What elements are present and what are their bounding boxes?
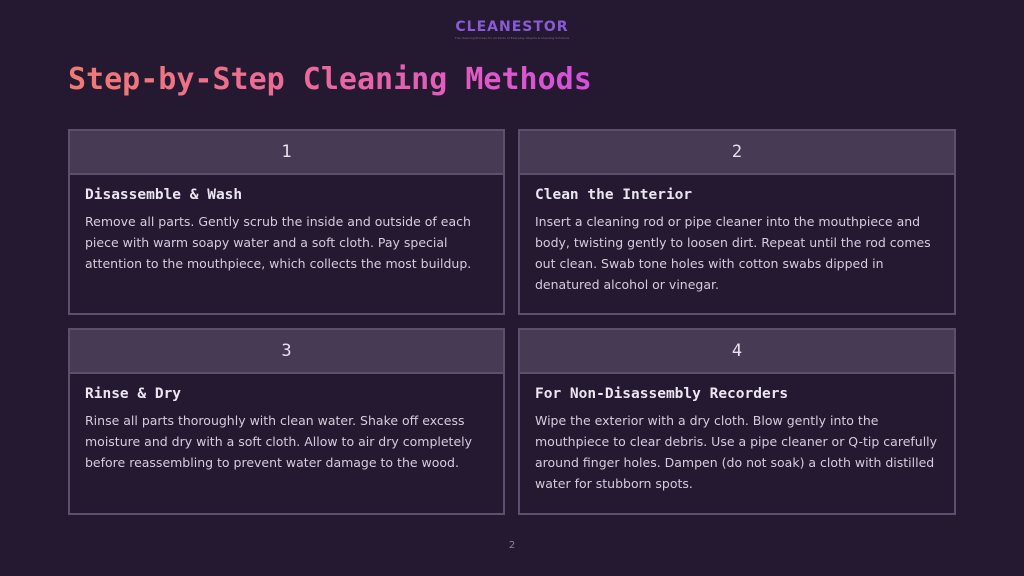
step-card-3 (68, 328, 505, 515)
step-card-4 (518, 328, 956, 515)
brand-logo (0, 16, 1024, 40)
step-heading: Clean the Interior (535, 187, 693, 203)
step-number: 3 (70, 330, 503, 374)
step-heading: For Non-Disassembly Recorders (535, 386, 789, 402)
step-number: 4 (520, 330, 954, 374)
brand-name: CLEANESTOR (455, 19, 569, 35)
page-number: 2 (508, 540, 516, 551)
step-description: Wipe the exterior with a dry cloth. Blow gently into the mouthpiece to clear debris. Use a pipe cleaner or Q-tip carefully around finger holes. Dampen (do not soak) a cloth with distilled water for stubborn spots. (535, 413, 938, 491)
step-heading: Disassemble & Wash (85, 187, 243, 203)
brand-tagline: The Cleaning Process for All Kinds of Everyday Objects & Cleaning Solutions (454, 36, 570, 40)
step-number: 2 (520, 131, 954, 175)
step-description: Rinse all parts thoroughly with clean water. Shake off excess moisture and dry with a soft cloth. Allow to air dry completely before reassembling to prevent water damage to the wood. (85, 413, 473, 470)
page-title: Step-by-Step Cleaning Methods (68, 62, 592, 97)
step-number: 1 (70, 131, 503, 175)
step-heading: Rinse & Dry (85, 386, 182, 402)
step-description: Insert a cleaning rod or pipe cleaner into the mouthpiece and body, twisting gently to loosen dirt. Repeat until the rod comes out clean. Swab tone holes with cotton swabs dipped in denatured alcohol or vinegar. (535, 214, 931, 292)
step-card-2 (518, 129, 956, 315)
step-description: Remove all parts. Gently scrub the inside and outside of each piece with warm soapy water and a soft cloth. Pay special attention to the mouthpiece, which collects the most buildup. (85, 214, 472, 271)
step-card-1 (68, 129, 505, 315)
